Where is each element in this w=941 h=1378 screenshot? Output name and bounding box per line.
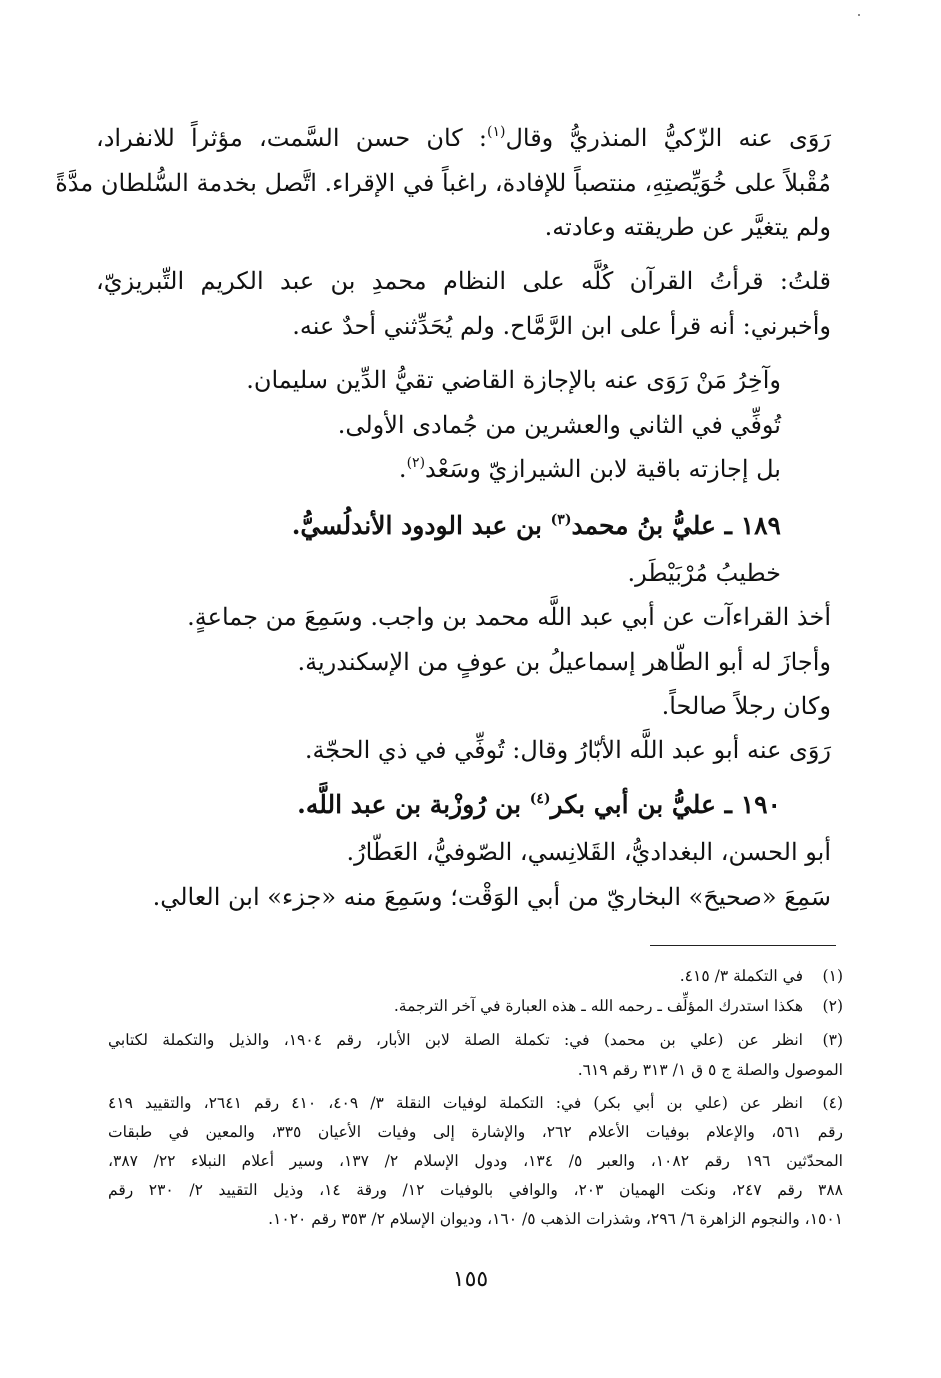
body-line-2: مُقْبلاً على خُوَيِّصتِهِ، منتصباً للإفادة، راغباً في الإقراء. اتَّصل بخدمة السُّلطان مدَّةً xyxy=(55,169,831,197)
footnote-ref-2: (٢) xyxy=(406,455,426,471)
body-line-1: رَوَى عنه الزّكيُّ المنذريُّ وقال$^{(١)}$: كان حسن السَّمت، مؤثراً للانفراد، xyxy=(96,124,831,152)
body-line-3: ولم يتغيَّر عن طريقته وعادته. xyxy=(544,213,831,241)
body-line-11: أخذ القراءآت عن أبي عبد اللَّه محمد بن واجب. وسَمِعَ من جماعةٍ. xyxy=(187,603,831,631)
footnote-1 xyxy=(108,963,843,989)
body-line-16: أبو الحسن، البغداديُّ، القَلانِسي، الصّوفيُّ، العَطّارُ. xyxy=(346,838,831,866)
body-line-6: وآخِرُ مَنْ رَوَى عنه بالإجازة القاضي تقيُّ الدِّين سليمان. xyxy=(246,366,781,394)
footnote-number: (٢) xyxy=(822,997,843,1015)
entry-heading-189: ١٨٩ ـ عليُّ بنُ محمد$^{(٣)}$ بن عبد الودود الأندلُسيُّ. xyxy=(291,511,781,540)
footnote-2 xyxy=(108,993,843,1019)
footnote-text: هكذا استدرك المؤلِّف ـ رحمه الله ـ هذه العبارة في آخر الترجمة. xyxy=(393,997,803,1015)
body-line-5: وأخبرني: أنه قرأ على ابن الرَّمَّاح. ولم يُحَدِّثني أحدٌ عنه. xyxy=(292,312,831,340)
body-line-13: وكان رجلاً صالحاً. xyxy=(661,692,831,720)
footnote-text: ٣٨٨ رقم ٢٤٧، ونكت الهميان ٢٠٣، والوافي بالوفيات ١٢/ ورقة ١٤، وذيل التقييد ٢/ ٢٣٠ رقم xyxy=(108,1181,843,1199)
footnote-text: ١٥٠١، والنجوم الزاهرة ٦/ ٢٩٦، وشذرات الذهب ٥/ ١٦٠، وديوان الإسلام ٢/ ٣٥٣ رقم ١٠٢٠. xyxy=(268,1210,843,1228)
footnote-text: في التكملة ٣/ ٤١٥. xyxy=(679,967,803,985)
footnote-separator xyxy=(650,945,836,946)
footnote-number: (١) xyxy=(822,967,843,985)
footnote-3 xyxy=(108,1027,843,1083)
footnote-number: (٤) xyxy=(822,1094,843,1112)
footnote-ref-4: (٤) xyxy=(529,791,551,807)
body-line-4: قلتُ: قرأتُ القرآن كُلَّه على النظام محمدِ بن عبد الكريم التِّبريزيّ، xyxy=(96,267,831,295)
footnote-text: رقم ٥٦١، والإعلام بوفيات الأعلام ٢٦٢، والإشارة إلى وفيات الأعيان ٣٣٥، والمعين في طبقات xyxy=(108,1123,843,1141)
footnote-text: انظر عن (علي بن أبي بكر) في: التكملة لوفيات النقلة ٣/ ٤٠٩، ٤١٠ رقم ٢٦٤١، والتقييد ٤١٩ xyxy=(108,1094,803,1112)
body-line-7: تُوفِّي في الثاني والعشرين من جُمادى الأولى. xyxy=(337,411,781,439)
body-line-17: سَمِعَ «صحيحَ» البخاريّ من أبي الوَقْت؛ وسَمِعَ منه «جزء» ابن العالي. xyxy=(152,883,831,911)
entry-heading-190: ١٩٠ ـ عليُّ بن أبي بكر$^{(٤)}$ بن رُوزْبة بن عبد اللَّه. xyxy=(297,790,781,819)
body-line-8: بل إجازته باقية لابن الشيرازيّ وسَعْد$^{(٢)}$. xyxy=(398,455,781,483)
footnote-ref-3: (٣) xyxy=(550,512,572,528)
footnote-text: الموصول والصلة ج ٥ ق ١/ ٣١٣ رقم ٦١٩. xyxy=(577,1061,843,1079)
footnote-text: المحدّثين ١٩٦ رقم ١٠٨٢، والعبر ٥/ ١٣٤، ودول الإسلام ٢/ ١٣٧، وسير أعلام النبلاء ٢٢/ ٣٨٧، xyxy=(108,1152,843,1170)
scan-mark xyxy=(858,14,860,16)
footnote-ref-1: (١) xyxy=(486,124,506,140)
page-number: ١٥٥ xyxy=(452,1267,489,1292)
body-line-10: خطيبُ مُرْبَيْطَر. xyxy=(627,559,781,587)
body-line-14: رَوَى عنه أبو عبد اللَّه الأبّارُ وقال: تُوفِّي في ذي الحجّة. xyxy=(304,736,831,764)
footnote-4 xyxy=(108,1090,843,1240)
body-line-12: وأجازَ له أبو الطّاهر إسماعيلُ بن عوفٍ من الإسكندرية. xyxy=(297,648,831,676)
footnote-number: (٣) xyxy=(822,1031,843,1049)
footnote-text: انظر عن (علي بن محمد) في: تكملة الصلة لابن الأبار، رقم ١٩٠٤، والذيل والتكملة لكتابي xyxy=(108,1031,803,1049)
